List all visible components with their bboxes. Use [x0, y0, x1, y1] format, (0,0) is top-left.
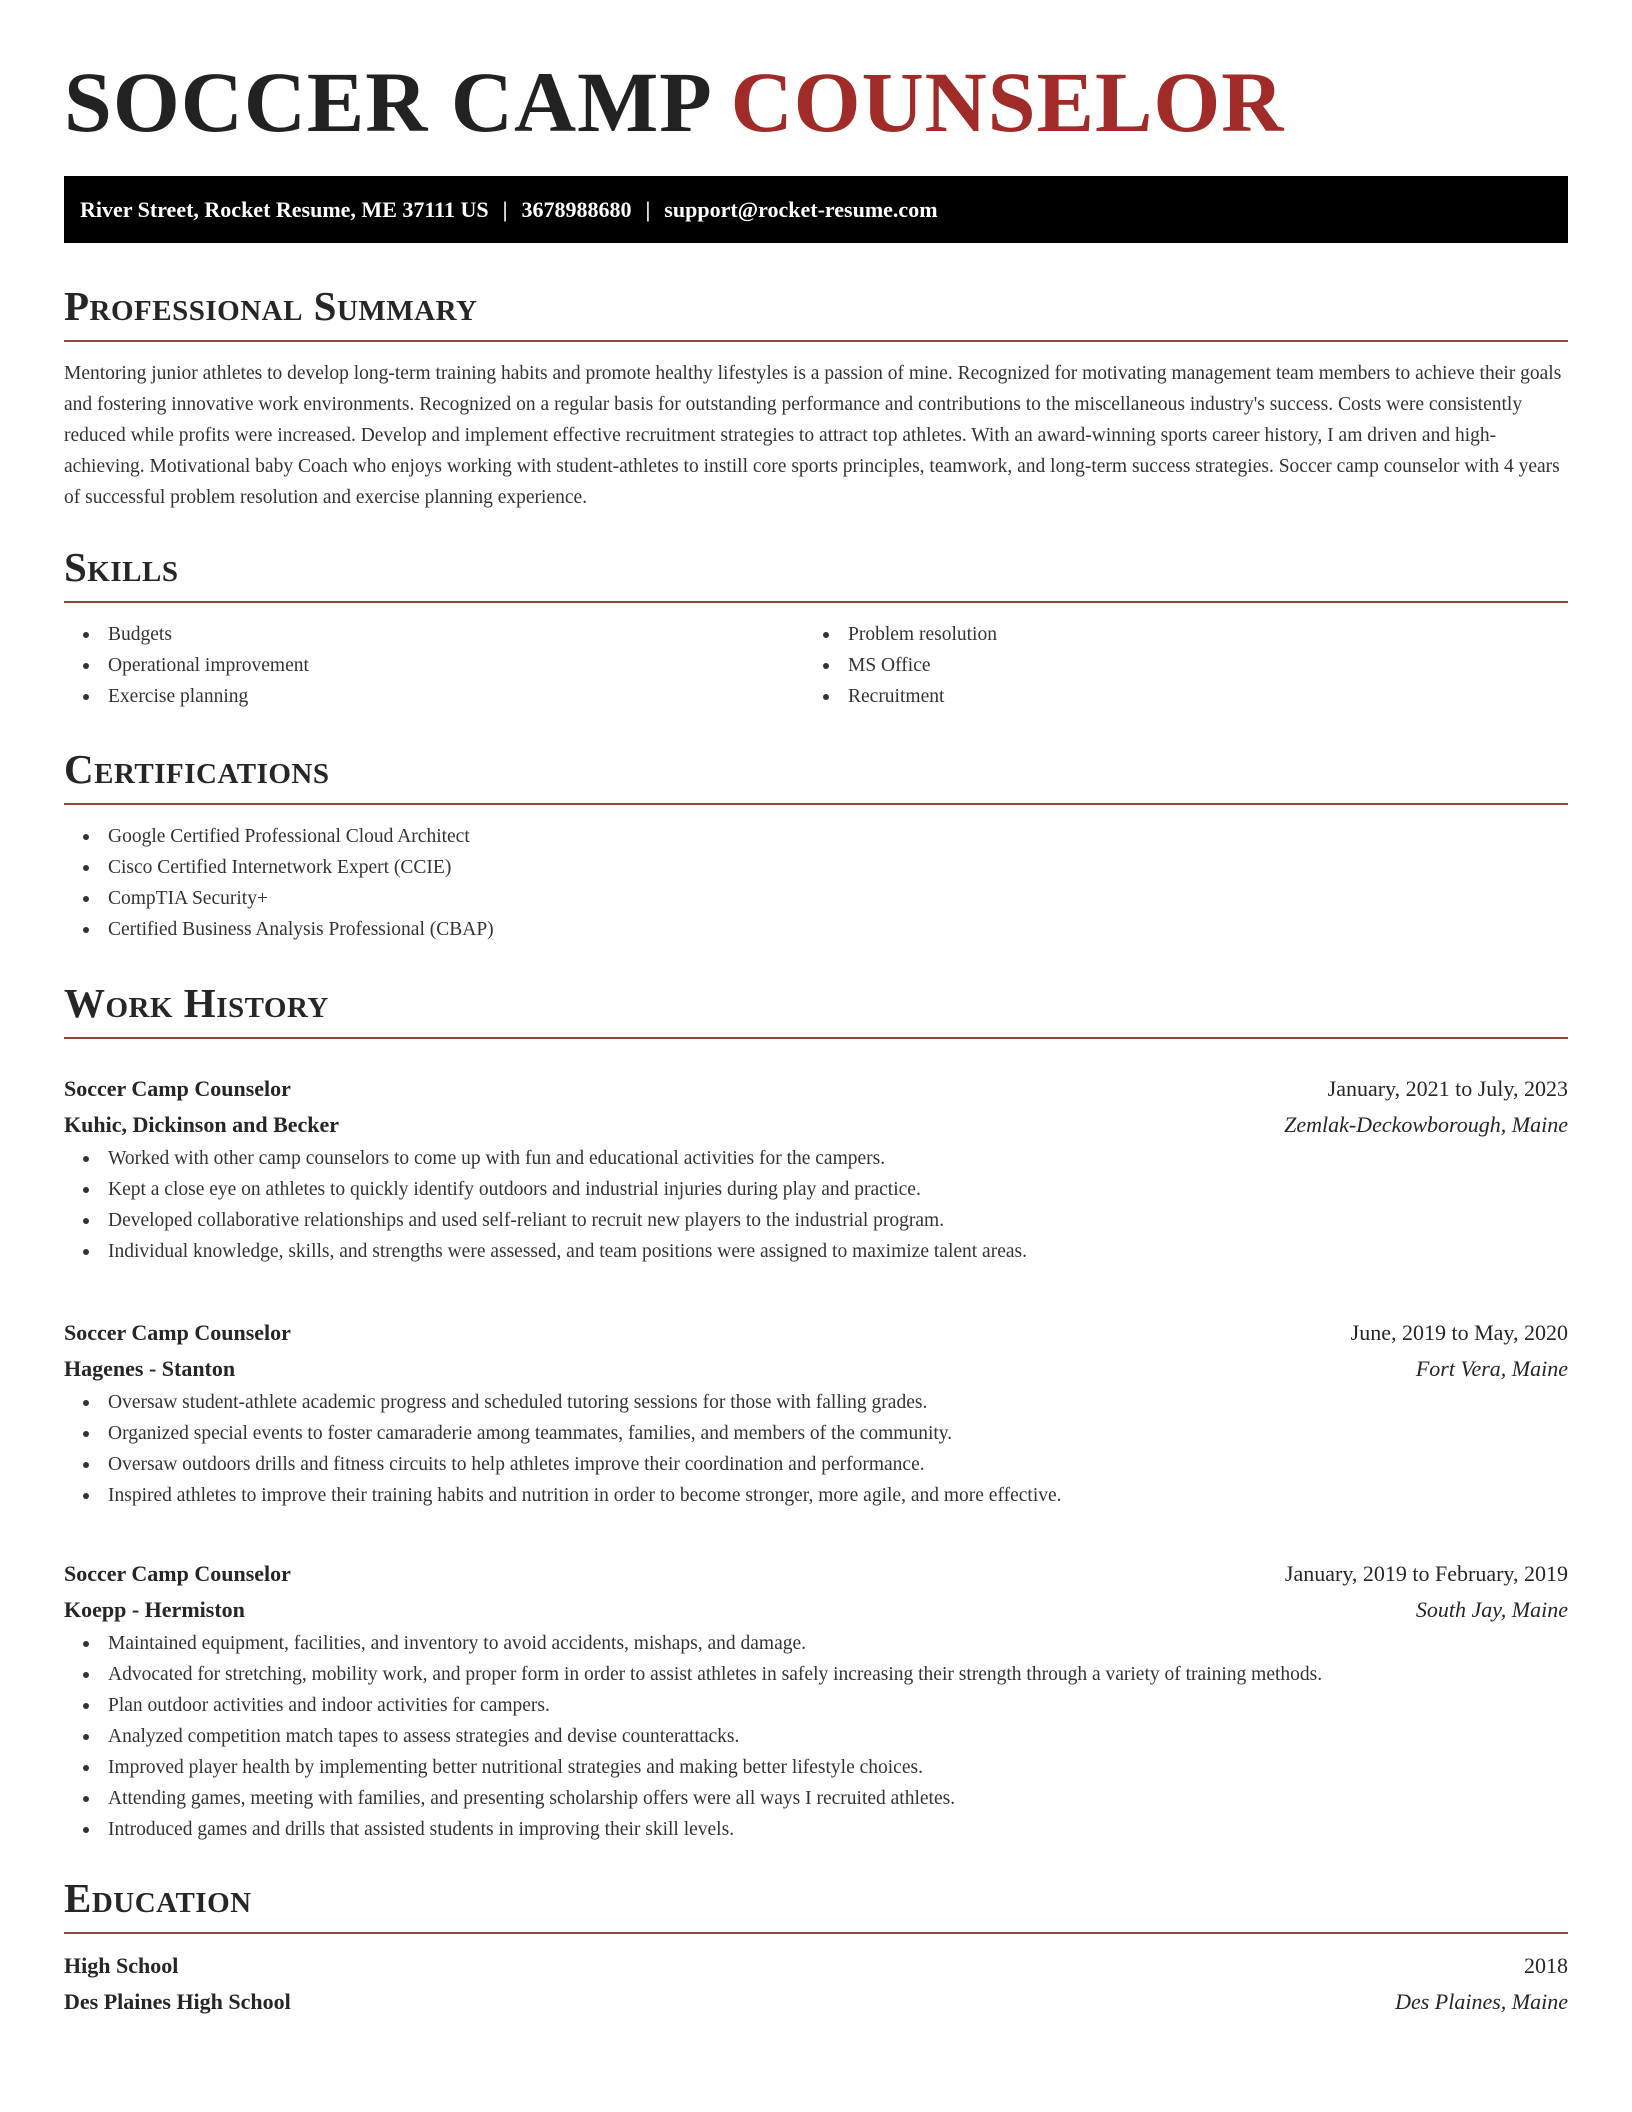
certifications-list: [64, 821, 1568, 945]
job-duty: Oversaw outdoors drills and fitness circuits to help athletes improve their coordination and performance.: [64, 1449, 1568, 1480]
job-title: Soccer Camp Counselor: [64, 1320, 291, 1345]
job-header: [64, 1556, 1568, 1592]
skills-heading: Skills: [64, 544, 179, 590]
education-degree: High School: [64, 1953, 179, 1978]
title-last-part: COUNSELOR: [730, 54, 1285, 150]
certifications-section: [64, 745, 1568, 945]
education-subheader: [64, 1984, 1568, 2020]
skills-section: [64, 543, 1568, 712]
job-location: South Jay, Maine: [1415, 1597, 1568, 1622]
job-subheader: [64, 1351, 1568, 1387]
section-divider: [64, 340, 1568, 342]
job-title: Soccer Camp Counselor: [64, 1561, 291, 1586]
job-duty: Organized special events to foster camaraderie among teammates, families, and members of the community.: [64, 1418, 1568, 1449]
section-divider: [64, 803, 1568, 805]
skill-item: Budgets: [64, 619, 804, 650]
certification-item: CompTIA Security+: [64, 883, 1568, 914]
job-dates: January, 2021 to July, 2023: [1327, 1076, 1568, 1101]
job-duty: Attending games, meeting with families, and presenting scholarship offers were all ways I recruited athletes.: [64, 1783, 1568, 1814]
certification-item: Certified Business Analysis Professional (CBAP): [64, 914, 1568, 945]
skill-item: Operational improvement: [64, 650, 804, 681]
job-subheader: [64, 1592, 1568, 1628]
job-duty: Oversaw student-athlete academic progress and scheduled tutoring sessions for those with falling grades.: [64, 1387, 1568, 1418]
education-location: Des Plaines, Maine: [1395, 1989, 1568, 2014]
education-entry: [64, 1948, 1568, 2020]
education-heading: Education: [64, 1875, 252, 1921]
job-duty: Improved player health by implementing better nutritional strategies and making better lifestyle choices.: [64, 1752, 1568, 1783]
resume-title: [64, 0, 1568, 162]
contact-bar: [64, 176, 1568, 243]
job-location: Fort Vera, Maine: [1415, 1356, 1568, 1381]
job-entry: [64, 1315, 1568, 1511]
education-section: [64, 1874, 1568, 2020]
job-duty: Worked with other camp counselors to come up with fun and educational activities for the campers.: [64, 1143, 1568, 1174]
job-duty: Inspired athletes to improve their training habits and nutrition in order to become stronger, more agile, and more effective.: [64, 1480, 1568, 1511]
section-divider: [64, 1932, 1568, 1934]
contact-address: River Street, Rocket Resume, ME 37111 US: [80, 197, 489, 222]
summary-heading: Professional Summary: [64, 283, 478, 329]
education-year: 2018: [1524, 1953, 1568, 1978]
job-duty: Advocated for stretching, mobility work, and proper form in order to assist athletes in safely increasing their strength through a variety of training methods.: [64, 1659, 1568, 1690]
certification-item: Google Certified Professional Cloud Architect: [64, 821, 1568, 852]
job-subheader: [64, 1107, 1568, 1143]
skills-columns: [64, 619, 1568, 712]
job-duties-list: [64, 1628, 1568, 1845]
skills-list-left: [64, 619, 804, 712]
job-duties-list: [64, 1143, 1568, 1267]
job-company: Koepp - Hermiston: [64, 1597, 245, 1622]
job-duty: Developed collaborative relationships and used self-reliant to recruit new players to the industrial program.: [64, 1205, 1568, 1236]
job-location: Zemlak-Deckowborough, Maine: [1284, 1112, 1568, 1137]
job-duty: Kept a close eye on athletes to quickly identify outdoors and industrial injuries during play and practice.: [64, 1174, 1568, 1205]
section-divider: [64, 1037, 1568, 1039]
job-dates: January, 2019 to February, 2019: [1284, 1561, 1568, 1586]
job-company: Kuhic, Dickinson and Becker: [64, 1112, 340, 1137]
job-header: [64, 1071, 1568, 1107]
section-divider: [64, 601, 1568, 603]
certification-item: Cisco Certified Internetwork Expert (CCIE): [64, 852, 1568, 883]
job-company: Hagenes - Stanton: [64, 1356, 236, 1381]
summary-section: [64, 282, 1568, 513]
skill-item: Exercise planning: [64, 681, 804, 712]
job-duty: Analyzed competition match tapes to assess strategies and devise counterattacks.: [64, 1721, 1568, 1752]
job-duty: Maintained equipment, facilities, and inventory to avoid accidents, mishaps, and damage.: [64, 1628, 1568, 1659]
contact-email: support@rocket-resume.com: [664, 197, 938, 222]
education-school: Des Plaines High School: [64, 1989, 291, 2014]
skill-item: MS Office: [804, 650, 1544, 681]
skill-item: Recruitment: [804, 681, 1544, 712]
skills-list-right: [804, 619, 1544, 712]
job-entry: [64, 1556, 1568, 1845]
job-header: [64, 1315, 1568, 1351]
job-duties-list: [64, 1387, 1568, 1511]
job-dates: June, 2019 to May, 2020: [1350, 1320, 1568, 1345]
title-first-part: SOCCER CAMP: [64, 54, 709, 150]
job-title: Soccer Camp Counselor: [64, 1076, 291, 1101]
job-duty: Plan outdoor activities and indoor activities for campers.: [64, 1690, 1568, 1721]
education-header: [64, 1948, 1568, 1984]
job-entry: [64, 1071, 1568, 1267]
contact-phone: 3678988680: [521, 197, 632, 222]
contact-separator: |: [502, 197, 508, 222]
skill-item: Problem resolution: [804, 619, 1544, 650]
job-duty: Introduced games and drills that assisted students in improving their skill levels.: [64, 1814, 1568, 1845]
work-history-section: [64, 979, 1568, 1039]
contact-separator: |: [645, 197, 651, 222]
job-duty: Individual knowledge, skills, and strengths were assessed, and team positions were assigned to maximize talent areas.: [64, 1236, 1568, 1267]
certifications-heading: Certifications: [64, 746, 330, 792]
resume-content: [64, 0, 1568, 2014]
summary-text: Mentoring junior athletes to develop long-term training habits and promote healthy lifestyles is a passion of mine. Recognized for motivating management team members to achieve their goals and fostering innovative work environments. Recognized on a regular basis for outstanding performance and contributions to the miscellaneous industry's success. Costs were consistently reduced while profits were increased. Develop and implement effective recruitment strategies to attract top athletes. With an award-winning sports career history, I am driven and high-achieving. Motivational baby Coach who enjoys working with student-athletes to instill core sports principles, teamwork, and long-term success strategies. Soccer camp counselor with 4 years of successful problem resolution and exercise planning experience.: [64, 363, 1562, 508]
work-history-heading: Work History: [64, 980, 329, 1026]
